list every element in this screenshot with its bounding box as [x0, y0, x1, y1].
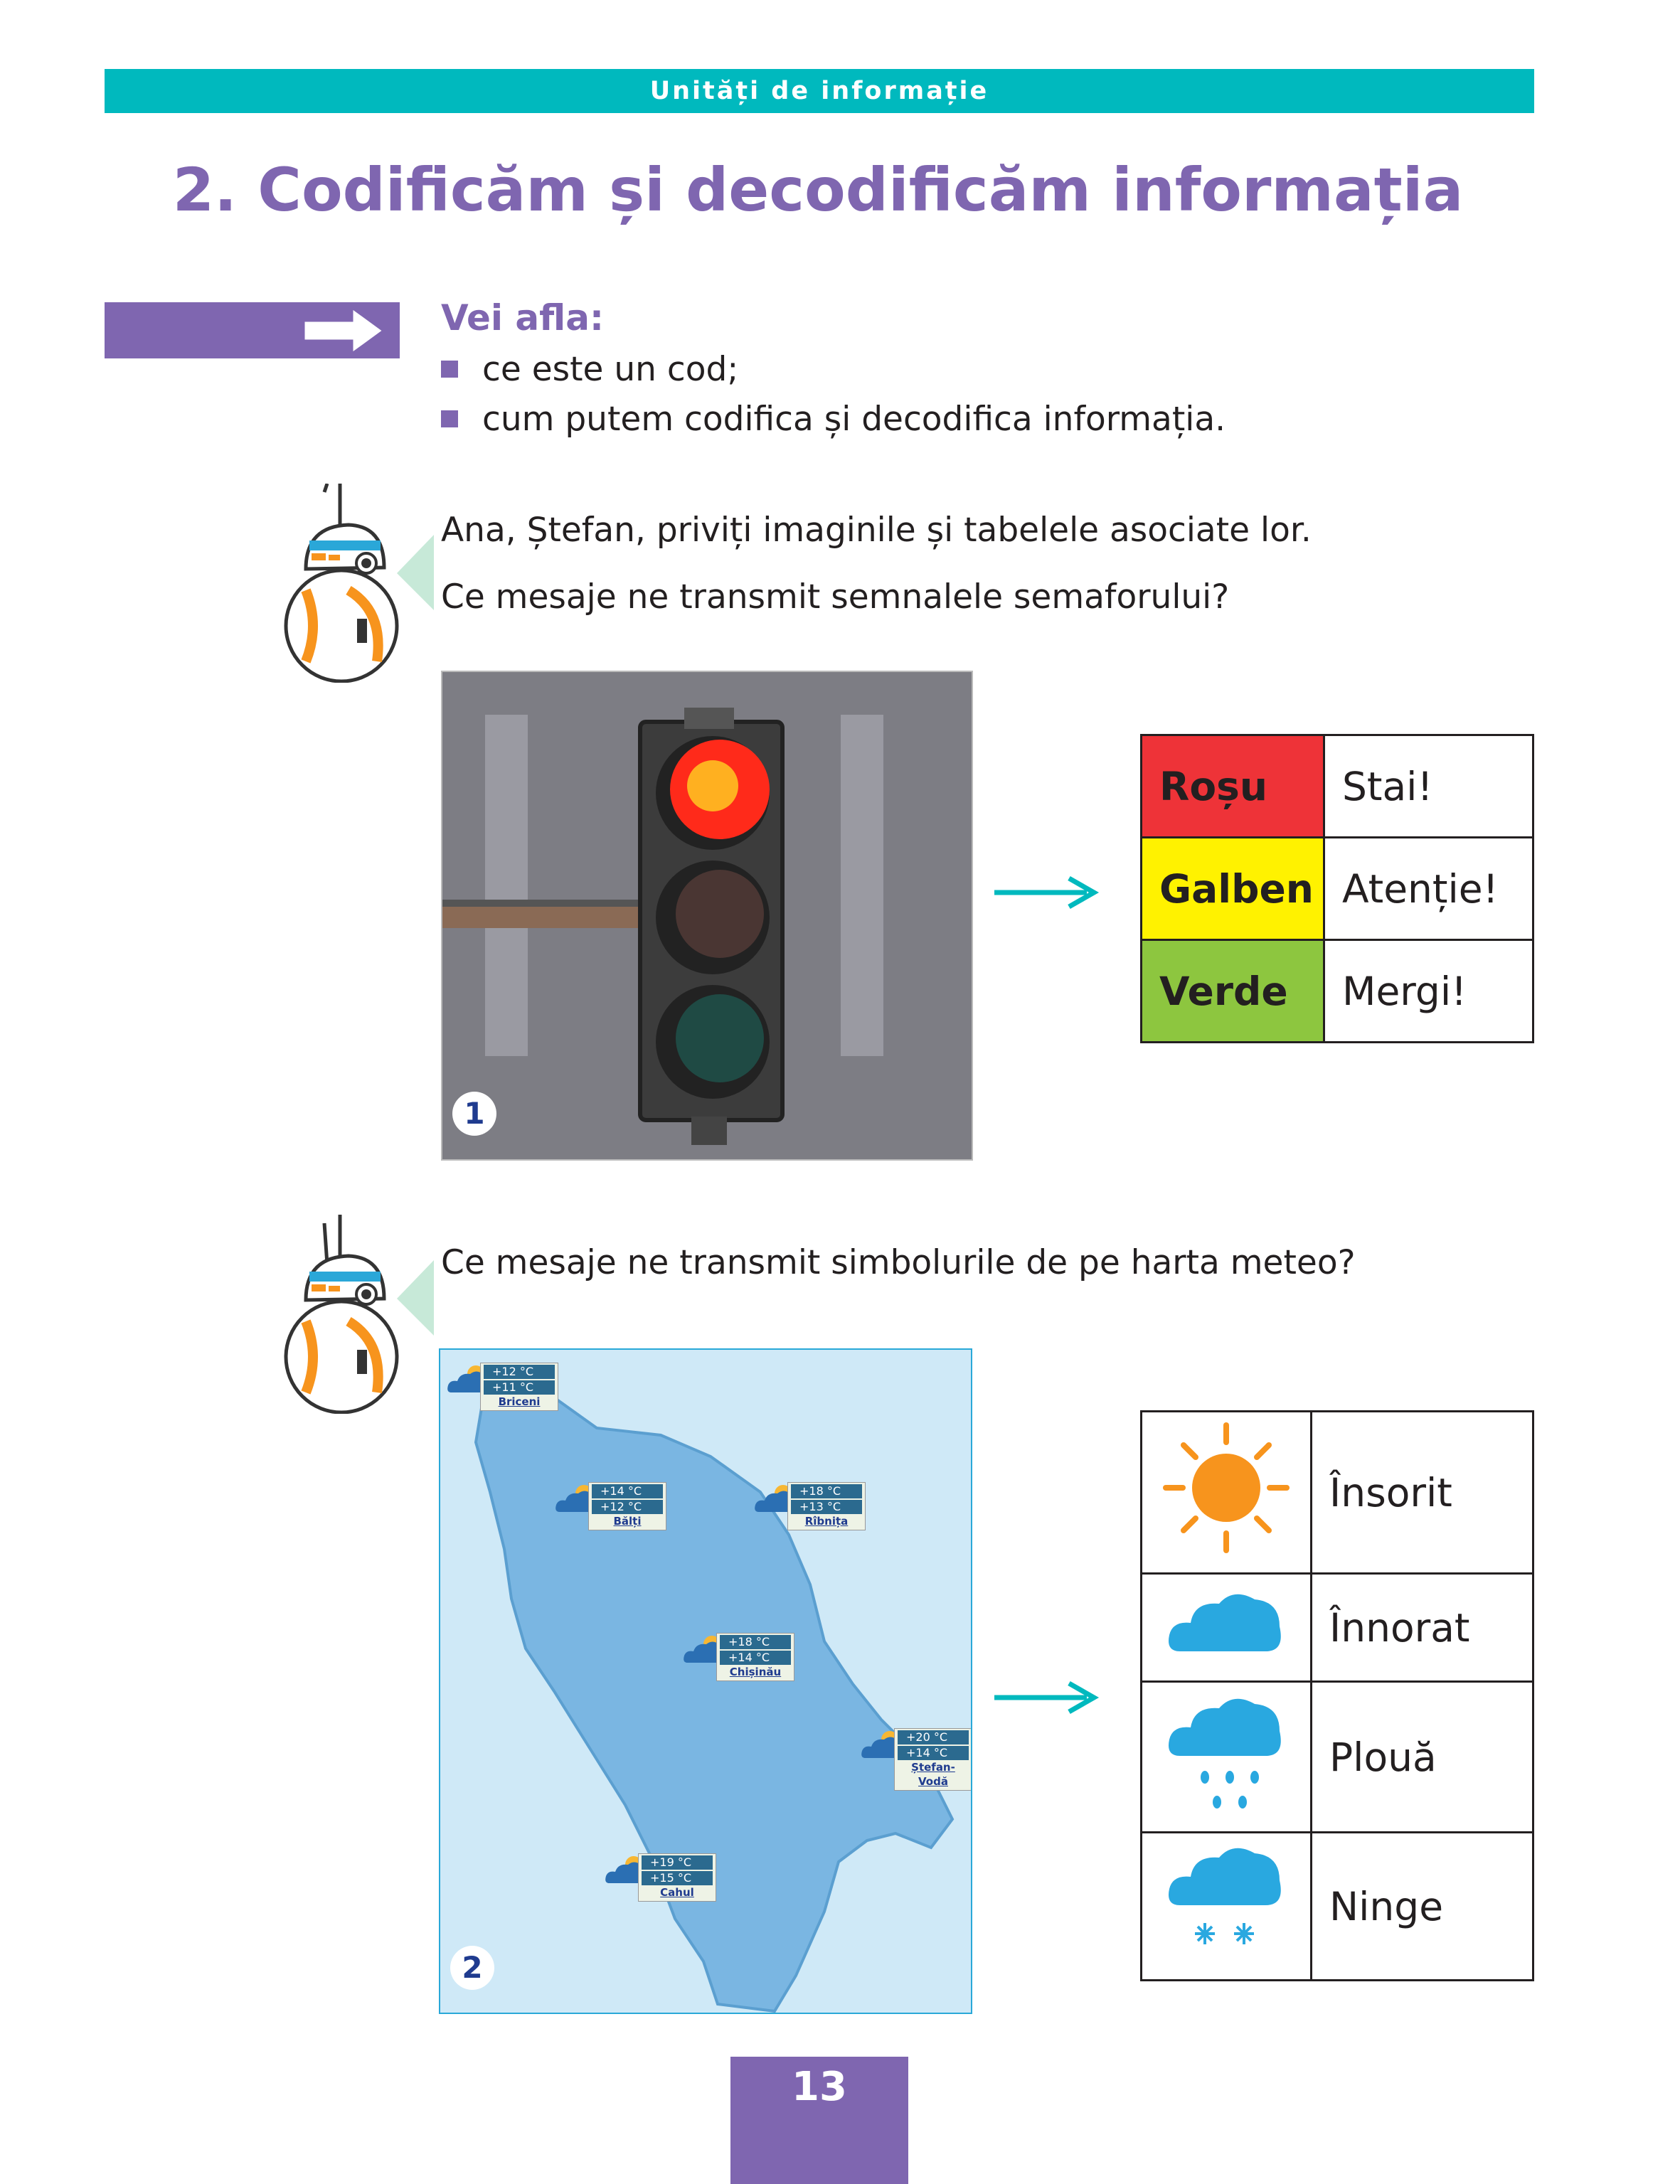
learn-item: cum putem codifica și decodifica informația. [441, 400, 1226, 439]
traffic-code-table [1140, 734, 1534, 1043]
rain-cloud-icon [1166, 1688, 1287, 1816]
table-row [1142, 735, 1533, 838]
section-header-text: Unități de informație [649, 77, 989, 105]
icon-cell [1142, 1682, 1312, 1833]
image-number-badge: 1 [452, 1092, 496, 1136]
bullet-square-icon [441, 361, 458, 378]
city-name: Cahul [660, 1886, 694, 1899]
temp-low: +14 °C [720, 1651, 791, 1665]
meaning-cell: Atenție! [1324, 838, 1533, 940]
question-weather: Ce mesaje ne transmit simbolurile de pe harta meteo? [441, 1243, 1356, 1282]
table-row [1142, 940, 1533, 1043]
color-name-cell: Verde [1142, 940, 1324, 1043]
city-weather-marker [554, 1481, 661, 1559]
image-number-badge: 2 [450, 1946, 494, 1990]
cloud-icon [1166, 1584, 1287, 1662]
question-traffic: Ce mesaje ne transmit semnalele semaforului? [441, 577, 1230, 617]
temp-high: +19 °C [642, 1855, 713, 1870]
temp-high: +14 °C [592, 1484, 663, 1498]
table-row [1142, 1682, 1533, 1833]
color-name-cell: Roșu [1142, 735, 1324, 838]
meaning-cell: Stai! [1324, 735, 1533, 838]
table-row [1142, 838, 1533, 940]
city-weather-marker [446, 1361, 553, 1439]
temp-low: +12 °C [592, 1500, 663, 1514]
arrow-right-icon [994, 875, 1101, 910]
icon-cell [1142, 1833, 1312, 1981]
city-weather-marker [860, 1727, 967, 1805]
learn-heading: Vei afla: [441, 297, 604, 339]
city-weather-marker [753, 1481, 860, 1559]
temp-low: +15 °C [642, 1871, 713, 1885]
temp-high: +18 °C [791, 1484, 862, 1498]
city-name: Briceni [498, 1395, 541, 1408]
city-name: Ștefan-Vodă [911, 1761, 955, 1788]
temp-high: +18 °C [720, 1635, 791, 1649]
temp-low: +14 °C [898, 1746, 969, 1760]
city-name: Bălți [613, 1515, 642, 1528]
traffic-light-icon [442, 672, 972, 1159]
temp-low: +11 °C [484, 1380, 555, 1395]
temp-high: +20 °C [898, 1730, 969, 1744]
page-number: 13 [730, 2057, 908, 2184]
arrow-right-icon [302, 305, 386, 356]
robot-mascot-icon [277, 1215, 434, 1414]
bullet-square-icon [441, 410, 458, 427]
weather-legend-table [1140, 1410, 1534, 1981]
learn-banner [105, 302, 400, 358]
weather-label-cell: Ninge [1312, 1833, 1533, 1981]
learn-item: ce este un cod; [441, 350, 738, 389]
temp-high: +12 °C [484, 1365, 555, 1379]
arrow-right-icon [994, 1680, 1101, 1715]
table-row [1142, 1412, 1533, 1574]
icon-cell [1142, 1574, 1312, 1682]
city-weather-marker [604, 1852, 711, 1930]
traffic-light-photo [441, 671, 973, 1161]
table-row [1142, 1833, 1533, 1981]
city-name: Rîbnița [804, 1515, 849, 1528]
instruction-text: Ana, Ștefan, priviți imaginile și tabelele asociate lor. [441, 511, 1312, 550]
meaning-cell: Mergi! [1324, 940, 1533, 1043]
weather-label-cell: Înnorat [1312, 1574, 1533, 1682]
snow-cloud-icon [1166, 1838, 1287, 1966]
city-weather-marker [682, 1631, 789, 1710]
robot-mascot-icon [277, 484, 434, 683]
section-header-bar [105, 69, 1534, 113]
city-name: Chișinău [729, 1666, 782, 1678]
table-row [1142, 1574, 1533, 1682]
icon-cell [1142, 1412, 1312, 1574]
weather-label-cell: Plouă [1312, 1682, 1533, 1833]
sun-icon [1159, 1417, 1294, 1559]
page-title: 2. Codificăm și decodificăm informația [172, 155, 1464, 225]
weather-map [439, 1348, 972, 2014]
temp-low: +13 °C [791, 1500, 862, 1514]
weather-label-cell: Însorit [1312, 1412, 1533, 1574]
color-name-cell: Galben [1142, 838, 1324, 940]
